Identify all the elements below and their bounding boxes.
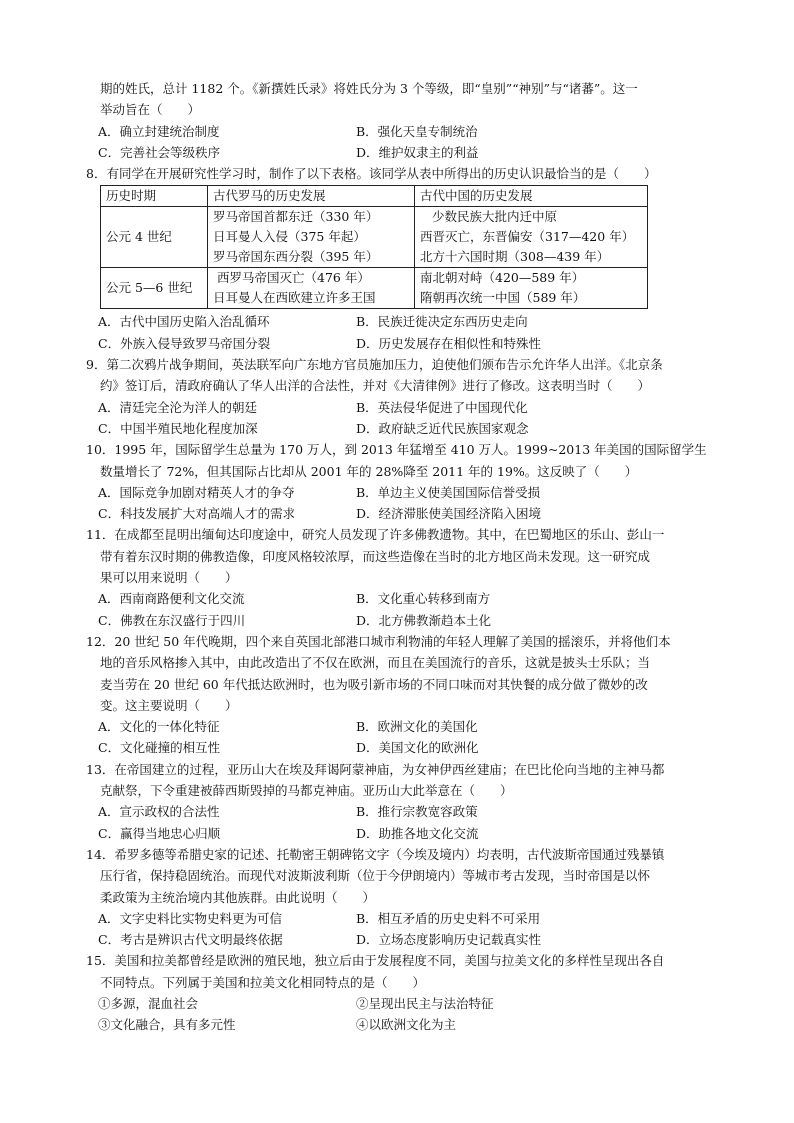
question-text-line: 压行省，保持稳固统治。而现代对波斯波利斯（位于今伊朗境内）等城市考古发现，当时帝国是以怀 bbox=[100, 868, 651, 884]
option-c: C．完善社会等级秩序 bbox=[98, 144, 221, 160]
option-d: D．立场态度影响历史记载真实性 bbox=[356, 932, 542, 948]
option-d: D．经济滞胀使美国经济陷入困境 bbox=[356, 506, 542, 522]
option-d: D．历史发展存在相似性和特殊性 bbox=[356, 335, 542, 351]
question-13 bbox=[86, 759, 726, 844]
question-text-line: 变。这主要说明（ ） bbox=[100, 697, 238, 713]
rome-cell bbox=[208, 207, 415, 268]
question-14 bbox=[86, 844, 726, 950]
option-c: C．考古是辨识古代文明最终依据 bbox=[98, 932, 283, 948]
option-c: C．中国半殖民地化程度加深 bbox=[98, 420, 258, 436]
table-header-cell: 古代罗马的历史发展 bbox=[208, 186, 415, 207]
table-row bbox=[101, 268, 648, 309]
question-8 bbox=[86, 163, 726, 354]
option-a: A．文字史料比实物史料更为可信 bbox=[98, 910, 283, 926]
option-d: D．助推各地文化交流 bbox=[356, 825, 479, 841]
option-d: D．政府缺乏近代民族国家观念 bbox=[356, 420, 529, 436]
option-c: C．赢得当地忠心归顺 bbox=[98, 825, 221, 841]
question-text-line: 果可以用来说明（ ） bbox=[100, 570, 238, 586]
choice-2: ②呈现出民主与法治特征 bbox=[356, 995, 494, 1011]
option-b: B．单边主义使美国国际信誉受损 bbox=[356, 484, 541, 500]
option-a: A．国际竞争加剧对精英人才的争夺 bbox=[98, 484, 295, 500]
question-text-line: 数量增长了 72%，但其国际占比却从 2001 年的 28%降至 2011 年的 19%。这反映了（ ） bbox=[100, 463, 638, 479]
cell-line: 隋朝再次统一中国（589 年） bbox=[420, 290, 586, 306]
cell-line: 少数民族大批内迁中原 bbox=[432, 209, 558, 225]
question-text-line: 15．美国和拉美都曾经是欧洲的殖民地，独立后由于发展程度不同，美国与拉美文化的多样性呈现出各自 bbox=[86, 953, 665, 969]
option-d: D．维护奴隶主的利益 bbox=[356, 144, 479, 160]
question-15 bbox=[86, 950, 726, 1035]
question-9 bbox=[86, 354, 726, 439]
option-c: C．科技发展扩大对高端人才的需求 bbox=[98, 506, 296, 522]
question-text-line: 地的音乐风格掺入其中，由此改造出了不仅在欧洲，而且在美国流行的音乐，这就是披头士乐队；当 bbox=[100, 655, 651, 671]
table-header-row bbox=[101, 186, 648, 207]
choice-3: ③文化融合，具有多元性 bbox=[98, 1017, 236, 1033]
question-text-line: 克献祭，下令重建被薛西斯毁掉的马都克神庙。亚历山大此举意在（ ） bbox=[100, 783, 513, 799]
question-text-line: 期的姓氏，总计 1182 个。《新撰姓氏录》将姓氏分为 3 个等级，即“皇别”“神别”与“诸蕃”。这一 bbox=[100, 81, 638, 96]
option-c: C．外族入侵导致罗马帝国分裂 bbox=[98, 335, 271, 351]
option-b: B．欧洲文化的美国化 bbox=[356, 719, 478, 735]
cell-line: 日耳曼人在西欧建立许多王国 bbox=[213, 290, 376, 306]
option-b: B．文化重心转移到南方 bbox=[356, 591, 491, 607]
option-b: B．推行宗教宽容政策 bbox=[356, 804, 478, 820]
exam-page bbox=[86, 78, 726, 1036]
cell-line: 罗马帝国首都东迁（330 年） bbox=[213, 209, 379, 225]
question-text-line: 12．20 世纪 50 年代晚期，四个来自英国北部港口城市利物浦的年轻人理解了美国的摇滚乐，并将他们本 bbox=[86, 633, 671, 649]
question-text-line: 11．在成都至昆明出缅甸达印度途中，研究人员发现了许多佛教遗物。其中，在巴蜀地区的乐山、彭山一 bbox=[86, 527, 665, 543]
question-text-line: 约》签订后，清政府确认了华人出洋的合法性，并对《大清律例》进行了修改。这表明当时（ ） bbox=[100, 378, 651, 394]
period-cell: 公元 4 世纪 bbox=[101, 207, 208, 268]
question-text-line: 13．在帝国建立的过程，亚历山大在埃及拜谒阿蒙神庙，为女神伊西丝建庙；在巴比伦向当地的主神马都 bbox=[86, 761, 665, 777]
choice-1: ①多源，混血社会 bbox=[98, 995, 199, 1011]
option-a: A．确立封建统治制度 bbox=[98, 123, 220, 139]
history-comparison-table bbox=[100, 185, 648, 309]
cell-line: 日耳曼人入侵（375 年起） bbox=[213, 229, 366, 245]
option-b: B．民族迁徙决定东西历史走向 bbox=[356, 314, 528, 330]
option-d: D．北方佛教渐趋本土化 bbox=[356, 612, 492, 628]
option-d: D．美国文化的欧洲化 bbox=[356, 740, 479, 756]
option-a: A．西南商路便利文化交流 bbox=[98, 591, 245, 607]
question-text-line: 带有着东汉时期的佛教造像，印度风格较浓厚，而这些造像在当时的北方地区尚未发现。这一研究成 bbox=[100, 548, 651, 564]
option-a: A．宣示政权的合法性 bbox=[98, 804, 220, 820]
table-header-cell: 古代中国的历史发展 bbox=[415, 186, 648, 207]
option-c: C．文化碰撞的相互性 bbox=[98, 740, 221, 756]
cell-line: 罗马帝国东西分裂（395 年） bbox=[213, 249, 379, 265]
question-stem: 8．有同学在开展研究性学习时，制作了以下表格。该同学从表中所得出的历史认识最恰当的是（ ） bbox=[86, 166, 657, 182]
choice-4: ④以欧洲文化为主 bbox=[356, 1017, 457, 1033]
question-text-line: 9．第二次鸦片战争期间，英法联军向广东地方官员施加压力，迫使他们颁布告示允许华人出洋。《北京条 bbox=[86, 357, 663, 373]
china-cell bbox=[415, 268, 648, 309]
cell-line: 北方十六国时期（308—439 年） bbox=[420, 249, 610, 265]
table-row bbox=[101, 207, 648, 268]
china-cell bbox=[415, 207, 648, 268]
question-10 bbox=[86, 439, 726, 524]
question-7 bbox=[86, 78, 726, 163]
question-text-line: 不同特点。下列属于美国和拉美文化相同特点的是（ ） bbox=[100, 974, 426, 990]
question-text-line: 柔政策为主统治境内其他族群。由此说明（ ） bbox=[100, 889, 376, 905]
cell-line: 南北朝对峙（420—589 年） bbox=[420, 270, 585, 286]
table-header-cell: 历史时期 bbox=[101, 186, 208, 207]
question-text-line: 10．1995 年，国际留学生总量为 170 万人，到 2013 年猛增至 410 万人。1999~2013 年美国的国际留学生 bbox=[86, 442, 707, 458]
question-11 bbox=[86, 524, 726, 630]
cell-line: 西晋灭亡，东晋偏安（317—420 年） bbox=[420, 229, 635, 245]
option-c: C．佛教在东汉盛行于四川 bbox=[98, 612, 246, 628]
option-a: A．文化的一体化特征 bbox=[98, 719, 220, 735]
option-b: B．英法侵华促进了中国现代化 bbox=[356, 399, 528, 415]
option-b: B．强化天皇专制统治 bbox=[356, 123, 478, 139]
question-text-line: 14．希罗多德等希腊史家的记述、托勒密王朝碑铭文字（今埃及境内）均表明，古代波斯帝国通过残暴镇 bbox=[86, 846, 665, 862]
question-text-line: 麦当劳在 20 世纪 60 年代抵达欧洲时，也为吸引新市场的不同口味而对其快餐的成分做了微妙的改 bbox=[100, 676, 648, 692]
cell-line: 西罗马帝国灭亡（476 年） bbox=[217, 270, 370, 286]
option-a: A．清廷完全沦为洋人的朝廷 bbox=[98, 399, 258, 415]
option-a: A．古代中国历史陷入治乱循环 bbox=[98, 314, 270, 330]
period-cell: 公元 5—6 世纪 bbox=[101, 268, 208, 309]
rome-cell bbox=[208, 268, 415, 309]
question-12 bbox=[86, 631, 726, 759]
option-b: B．相互矛盾的历史史料不可采用 bbox=[356, 910, 541, 926]
question-text-line: 举动旨在（ ） bbox=[100, 102, 201, 118]
